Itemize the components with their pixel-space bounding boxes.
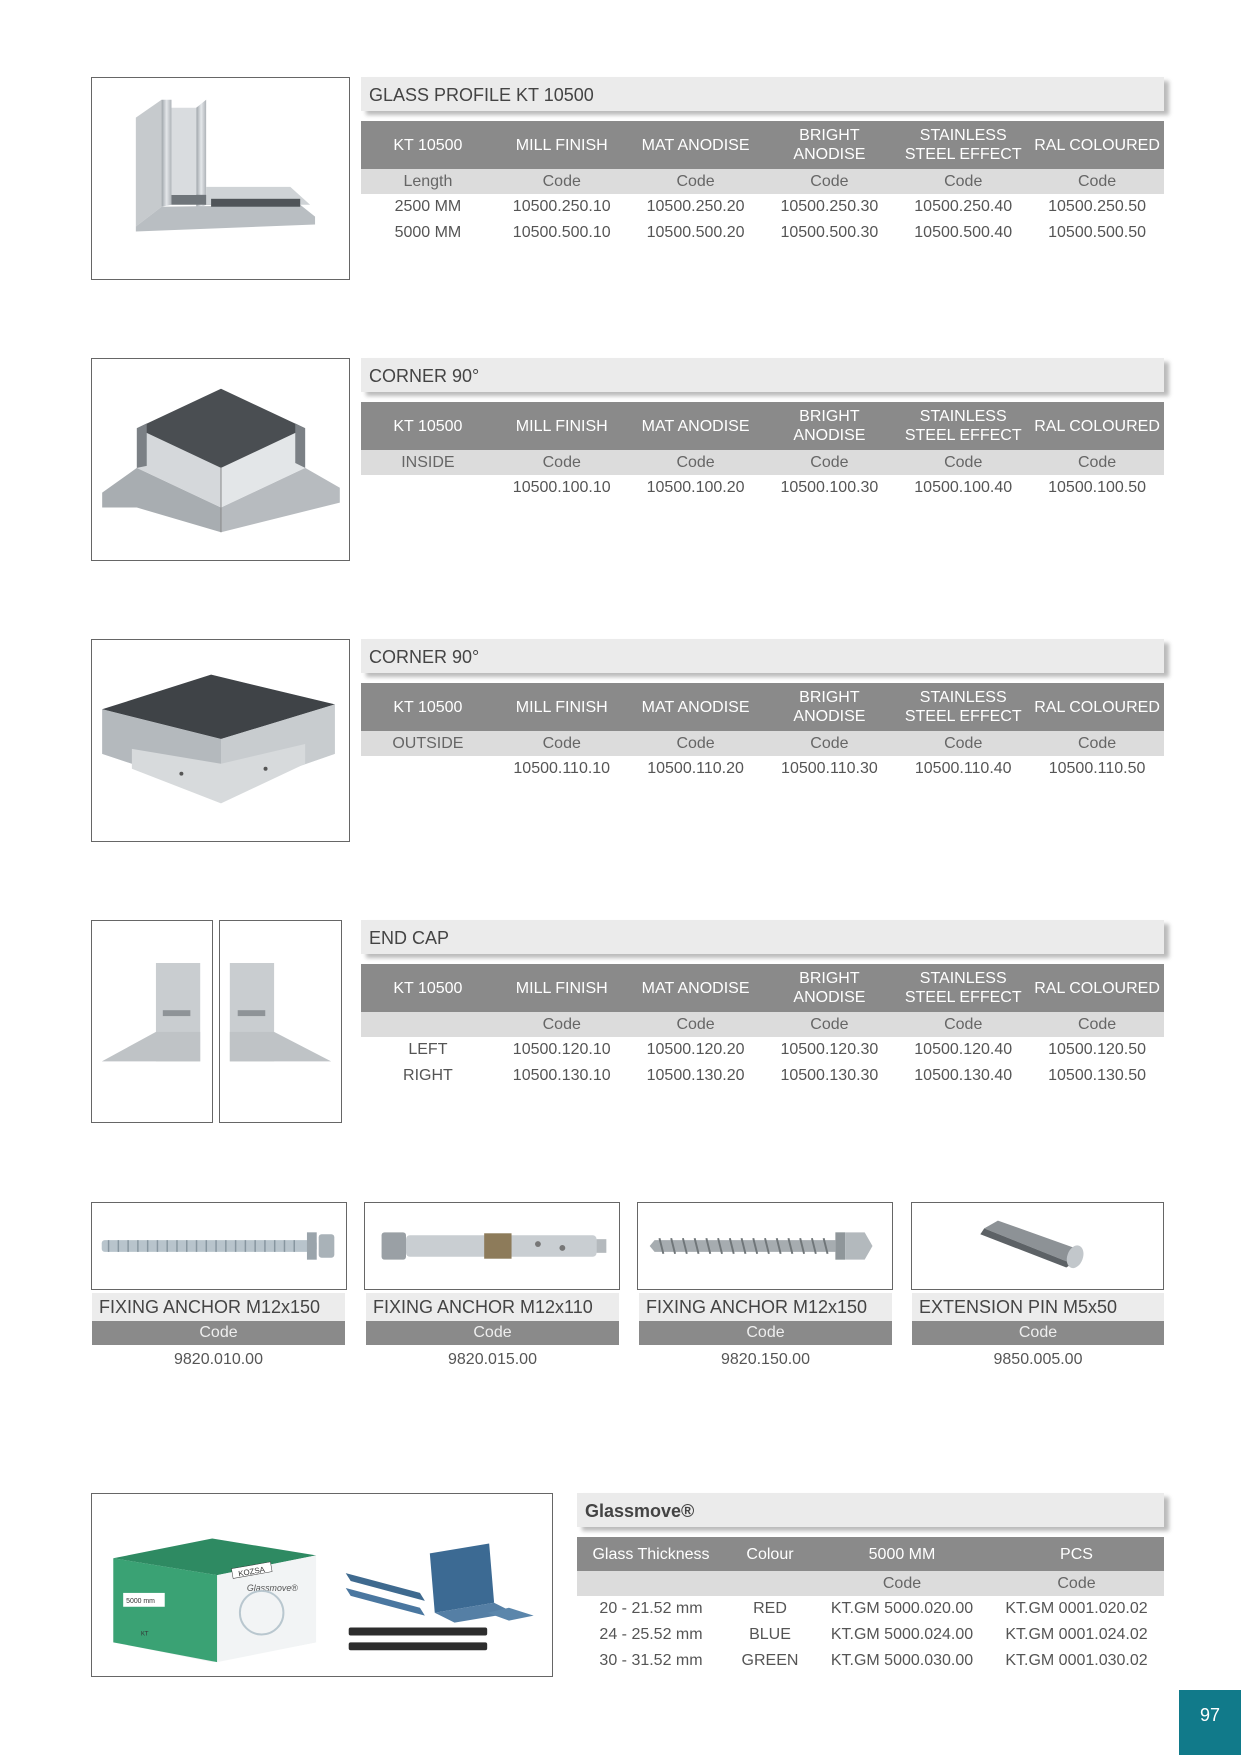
sub-cell: Code <box>896 731 1030 756</box>
header-ral-coloured: RAL COLOURED <box>1030 121 1164 169</box>
section-title: GLASS PROFILE KT 10500 <box>369 85 594 105</box>
table-row <box>577 1648 1164 1674</box>
table-row <box>577 1596 1164 1622</box>
table-header-row <box>361 402 1164 450</box>
section-title-bar <box>361 920 1164 954</box>
table-cell: 10500.130.20 <box>646 1067 745 1084</box>
table-subheader-row <box>361 169 1164 194</box>
sub-cell <box>577 1571 725 1596</box>
header-bright-anodise: BRIGHT ANODISE <box>762 964 896 1012</box>
table-header-row <box>361 683 1164 731</box>
spec-table <box>361 402 1164 501</box>
sub-cell: Code <box>896 450 1030 475</box>
sub-cell: OUTSIDE <box>361 731 495 756</box>
header-mill-finish: MILL FINISH <box>495 402 629 450</box>
end-cap-right-image <box>219 920 342 1123</box>
table-cell: KT.GM 5000.020.00 <box>830 1600 974 1617</box>
table-cell: KT.GM 5000.030.00 <box>830 1652 974 1669</box>
table-cell: 10500.110.20 <box>647 760 744 777</box>
accessory-fixing-anchor-1 <box>92 1293 345 1371</box>
table-cell: 10500.120.30 <box>780 1041 879 1058</box>
table-cell: 10500.250.20 <box>646 198 745 215</box>
table-cell: KT.GM 0001.030.02 <box>1005 1652 1148 1669</box>
fixing-anchor-3-image <box>637 1202 893 1290</box>
table-cell: 20 - 21.52 mm <box>599 1600 703 1617</box>
glassmove-image <box>91 1493 553 1677</box>
header-mill-finish: MILL FINISH <box>495 121 629 169</box>
table-cell: 10500.100.40 <box>914 479 1013 496</box>
section-end-cap <box>361 920 1164 1089</box>
sub-cell <box>361 1012 495 1037</box>
sub-cell: Length <box>361 169 495 194</box>
accessory-fixing-anchor-3 <box>639 1293 892 1371</box>
header-mat-anodise: MAT ANODISE <box>629 402 763 450</box>
colour-cell: RED <box>753 1600 787 1617</box>
header-kt: KT 10500 <box>361 121 495 169</box>
accessory-code-label: Code <box>912 1321 1164 1345</box>
section-title-bar <box>361 639 1164 673</box>
header-colour: Colour <box>725 1537 815 1571</box>
table-cell: 10500.130.30 <box>780 1067 879 1084</box>
table-cell: 10500.120.50 <box>1048 1041 1146 1058</box>
table-cell: KT.GM 0001.024.02 <box>1005 1626 1148 1643</box>
accessory-title: FIXING ANCHOR M12x150 <box>92 1293 345 1321</box>
header-pcs: PCS <box>989 1537 1164 1571</box>
table-subheader-row <box>361 1012 1164 1037</box>
section-title-bar <box>361 358 1164 392</box>
table-subheader-row <box>577 1571 1164 1596</box>
sub-cell: Code <box>989 1571 1164 1596</box>
table-row <box>577 1622 1164 1648</box>
table-cell: 2500 MM <box>394 198 462 215</box>
table-cell: 10500.100.50 <box>1048 479 1146 496</box>
table-cell: 10500.100.30 <box>780 479 879 496</box>
table-cell: KT.GM 5000.024.00 <box>830 1626 974 1643</box>
table-header-row <box>361 964 1164 1012</box>
header-kt: KT 10500 <box>361 964 495 1012</box>
table-cell: 10500.120.40 <box>914 1041 1013 1058</box>
header-stainless-steel: STAINLESS STEEL EFFECT <box>896 964 1030 1012</box>
table-cell: 10500.110.30 <box>781 760 878 777</box>
table-cell: KT.GM 0001.020.02 <box>1005 1600 1148 1617</box>
header-ral-coloured: RAL COLOURED <box>1030 402 1164 450</box>
corner-inside-image <box>91 358 350 561</box>
accessory-code: 9850.005.00 <box>993 1351 1083 1368</box>
sub-cell: Code <box>762 450 896 475</box>
sub-cell: Code <box>629 731 763 756</box>
table-cell: 10500.250.40 <box>914 198 1013 215</box>
header-mat-anodise: MAT ANODISE <box>629 683 763 731</box>
accessory-extension-pin <box>912 1293 1164 1371</box>
header-bright-anodise: BRIGHT ANODISE <box>762 402 896 450</box>
header-ral-coloured: RAL COLOURED <box>1030 683 1164 731</box>
table-cell: 10500.100.20 <box>646 479 745 496</box>
table-cell: 10500.120.20 <box>646 1041 745 1058</box>
table-cell <box>361 475 495 501</box>
colour-cell: BLUE <box>749 1626 791 1643</box>
sub-cell: Code <box>629 169 763 194</box>
sub-cell: Code <box>495 1012 629 1037</box>
corner-outside-image <box>91 639 350 842</box>
spec-table <box>361 964 1164 1089</box>
section-title: CORNER 90° <box>369 647 480 667</box>
sub-cell: Code <box>1030 1012 1164 1037</box>
header-glass-thickness: Glass Thickness <box>577 1537 725 1571</box>
section-title: END CAP <box>369 928 450 948</box>
header-kt: KT 10500 <box>361 683 495 731</box>
header-bright-anodise: BRIGHT ANODISE <box>762 683 896 731</box>
table-row <box>361 220 1164 246</box>
table-row <box>361 475 1164 501</box>
table-cell: 10500.120.10 <box>512 1041 611 1058</box>
glassmove-table <box>577 1537 1164 1674</box>
accessory-code: 9820.010.00 <box>174 1351 263 1368</box>
table-subheader-row <box>361 450 1164 475</box>
fixing-anchor-1-image <box>91 1202 347 1290</box>
table-row <box>361 1063 1164 1089</box>
table-cell: 10500.130.50 <box>1048 1067 1146 1084</box>
sub-cell: Code <box>1030 169 1164 194</box>
table-cell: 10500.500.20 <box>646 224 745 241</box>
accessory-title: FIXING ANCHOR M12x110 <box>366 1293 619 1321</box>
colour-cell: GREEN <box>741 1652 799 1669</box>
accessory-code-label: Code <box>639 1321 892 1345</box>
header-mill-finish: MILL FINISH <box>495 964 629 1012</box>
spec-table <box>361 683 1164 782</box>
table-cell: 10500.100.10 <box>512 479 611 496</box>
table-cell: 10500.110.10 <box>513 760 611 777</box>
table-header-row <box>361 121 1164 169</box>
sub-cell: INSIDE <box>361 450 495 475</box>
table-row <box>361 1037 1164 1063</box>
header-stainless-steel: STAINLESS STEEL EFFECT <box>896 402 1030 450</box>
box-product-text: Glassmove® <box>246 1582 298 1593</box>
section-title: CORNER 90° <box>369 366 480 386</box>
table-subheader-row <box>361 731 1164 756</box>
section-corner-outside <box>361 639 1164 782</box>
page-number: 97 <box>1179 1690 1241 1755</box>
sub-cell: Code <box>762 1012 896 1037</box>
accessory-fixing-anchor-2 <box>366 1293 619 1371</box>
header-5000mm: 5000 MM <box>815 1537 989 1571</box>
table-cell: 10500.250.50 <box>1048 198 1146 215</box>
table-cell <box>361 756 495 782</box>
sub-cell: Code <box>1030 450 1164 475</box>
sub-cell: Code <box>896 1012 1030 1037</box>
table-row <box>361 194 1164 220</box>
table-cell: 10500.500.40 <box>914 224 1013 241</box>
table-cell: 30 - 31.52 mm <box>599 1652 703 1669</box>
spec-table <box>361 121 1164 246</box>
table-cell: 10500.110.40 <box>914 760 1012 777</box>
box-tag-text: KT <box>140 1631 149 1638</box>
sub-cell: Code <box>896 169 1030 194</box>
box-brand-text: KOZSA <box>237 1564 266 1579</box>
section-glassmove <box>577 1493 1164 1674</box>
header-kt: KT 10500 <box>361 402 495 450</box>
accessory-code: 9820.150.00 <box>721 1351 810 1368</box>
table-cell: 10500.130.40 <box>914 1067 1013 1084</box>
fixing-anchor-2-image <box>364 1202 620 1290</box>
sub-cell: Code <box>495 450 629 475</box>
table-cell: 10500.500.30 <box>780 224 879 241</box>
header-mat-anodise: MAT ANODISE <box>629 964 763 1012</box>
table-cell: 10500.500.10 <box>512 224 611 241</box>
sub-cell: Code <box>762 169 896 194</box>
header-mat-anodise: MAT ANODISE <box>629 121 763 169</box>
header-stainless-steel: STAINLESS STEEL EFFECT <box>896 121 1030 169</box>
table-cell: 10500.110.50 <box>1048 760 1146 777</box>
table-cell: LEFT <box>408 1041 448 1058</box>
accessory-code-label: Code <box>92 1321 345 1345</box>
sub-cell: Code <box>495 169 629 194</box>
header-ral-coloured: RAL COLOURED <box>1030 964 1164 1012</box>
accessory-code-label: Code <box>366 1321 619 1345</box>
header-bright-anodise: BRIGHT ANODISE <box>762 121 896 169</box>
section-title-bar <box>577 1493 1164 1527</box>
sub-cell: Code <box>1030 731 1164 756</box>
sub-cell: Code <box>815 1571 989 1596</box>
accessory-title: FIXING ANCHOR M12x150 <box>639 1293 892 1321</box>
end-cap-left-image <box>91 920 213 1123</box>
sub-cell: Code <box>629 450 763 475</box>
table-cell: RIGHT <box>403 1067 453 1084</box>
box-size-text: 5000 mm <box>126 1597 155 1605</box>
section-title-bar <box>361 77 1164 111</box>
section-glass-profile <box>361 77 1164 246</box>
sub-cell: Code <box>495 731 629 756</box>
table-cell: 10500.500.50 <box>1048 224 1146 241</box>
sub-cell: Code <box>762 731 896 756</box>
header-mill-finish: MILL FINISH <box>495 683 629 731</box>
section-corner-inside <box>361 358 1164 501</box>
table-cell: 10500.130.10 <box>512 1067 611 1084</box>
accessory-title: EXTENSION PIN M5x50 <box>912 1293 1164 1321</box>
sub-cell: Code <box>629 1012 763 1037</box>
table-cell: 10500.250.10 <box>512 198 611 215</box>
table-cell: 24 - 25.52 mm <box>599 1626 703 1643</box>
sub-cell <box>725 1571 815 1596</box>
accessory-code: 9820.015.00 <box>448 1351 537 1368</box>
table-cell: 5000 MM <box>394 224 462 241</box>
header-stainless-steel: STAINLESS STEEL EFFECT <box>896 683 1030 731</box>
table-cell: 10500.250.30 <box>780 198 879 215</box>
table-row <box>361 756 1164 782</box>
table-header-row <box>577 1537 1164 1571</box>
section-title: Glassmove® <box>585 1501 695 1521</box>
extension-pin-image <box>911 1202 1164 1290</box>
glass-profile-image <box>91 77 350 280</box>
